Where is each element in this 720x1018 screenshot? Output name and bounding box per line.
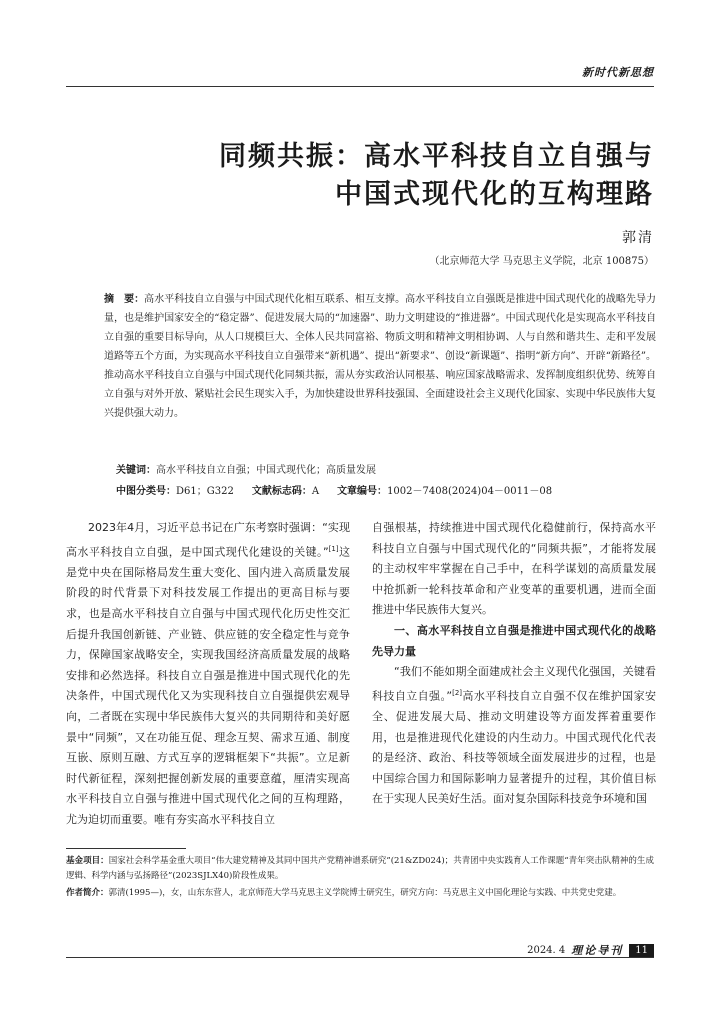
page-number: 11 <box>629 944 654 957</box>
keywords <box>116 461 376 476</box>
author-bio-text: 郭清(1995—)，女，山东东营人，北京师范大学马克思主义学院博士研究生，研究方向：马克思主义中国化理论与实践、中共党史党建。 <box>108 888 622 898</box>
journal-name: 理论导刊 <box>571 944 624 957</box>
body-text-1b: 这是党中央在国际格局发生重大变化、国内进入高质量发展阶段的时代背景下对科技发展工作提出的更高目标与要求，也是高水平科技自立自强与中国式现代化历史性交汇后提升我国创新链、产业链、供应链的安全稳定性与竞争力，保障国家战略安全，实现我国经济高质量发展的战略安排和必然选择。科技自立自强是推进中国式现代化的先决条件，中国式现代化又为实现科技自立自强提供宏观导向，二者既在实现中华民族伟大复兴的共同期待和美好愿景中“同频”，又在功能互促、理念互契、需求互通、制度互嵌、原则互融、方式互享的逻辑框架下“共振”。立足新时代新征程，深刻把握创新发展的重要意蕴，厘清实现高水平科技自立自强与推进中国式现代化之间的互构理路，尤为迫切而重要。唯有夯实高水平科技自立 <box>66 545 351 826</box>
clc-label: 中图分类号： <box>116 486 176 497</box>
classification-line <box>116 482 552 497</box>
doc-code: A <box>311 486 320 497</box>
footnote-funding <box>66 854 654 884</box>
body-text-1a: 2023年4月，习近平总书记在广东考察时强调：“实现高水平科技自立自强，是中国式现代化建设的关键。” <box>66 521 350 559</box>
body-text-column-right <box>372 518 656 810</box>
body-text-2b: 高水平科技自立自强不仅在维护国家安全、促进发展大局、推动文明建设等方面发挥着重要作用，也是推进现代化建设的内生动力。中国式现代化代表的是经济、政治、科技等领域全面发展进步的过程，也是中国综合国力和国际影响力显著提升的过程，其价值目标在于实现人民美好生活。面对复杂国际科技竞争环境和国 <box>372 689 657 806</box>
author-name: 郭清 <box>622 230 654 246</box>
body-paragraph <box>66 518 350 831</box>
doc-code-label: 文献标志码： <box>251 486 312 497</box>
body-text-2a: “我们不能如期全面建成社会主义现代化强国，关键看科技自立自强。” <box>372 665 656 703</box>
funding-text: 国家社会科学基金重大项目“伟大建党精神及其同中国共产党精神谱系研究”(21&ZD024)；共青团中央实践育人工作课题“青年突击队精神的生成逻辑、科学内涵与弘扬路径”(2023SJLX40)阶段性成果。 <box>66 856 654 881</box>
header-rule <box>66 86 654 87</box>
footer-rule <box>66 957 654 958</box>
abstract-label: 摘 要： <box>104 294 145 305</box>
abstract-text: 高水平科技自立自强与中国式现代化相互联系、相互支撑。高水平科技自立自强既是推进中国式现代化的战略先导力量，也是维护国家安全的“稳定器”、促进发展大局的“加速器”、助力文明建设的“推进器”。中国式现代化是实现高水平科技自立自强的重要目标导向，从人口规模巨大、全体人民共同富裕、物质文明和精神文明相协调、人与自然和谐共生、走和平发展道路等五个方面，为实现高水平科技自立自强带来“新机遇”、提出“新要求”、创设“新课题”、指明“新方向”、开辟“新路径”。推动高水平科技自立自强与中国式现代化同频共振，需从夯实政治认同根基、响应国家战略需求、发挥制度组织优势、统筹自立自强与对外开放、紧贴社会民生现实入手，为加快建设世界科技强国、全面建设社会主义现代化国家、实现中华民族伟大复兴提供强大动力。 <box>104 294 657 419</box>
column-heading: 新时代新思想 <box>582 66 654 79</box>
keywords-text: 高水平科技自立自强；中国式现代化；高质量发展 <box>156 465 376 476</box>
body-paragraph <box>372 518 656 621</box>
abstract <box>104 290 656 423</box>
article-title-line1: 同频共振：高水平科技自立自强与 <box>219 141 654 172</box>
article-number-label: 文章编号： <box>337 486 388 497</box>
clc-code: D61；G322 <box>176 486 234 497</box>
citation-1: [1] <box>328 544 339 553</box>
footnote-rule <box>66 848 186 849</box>
issue-date: 2024. 4 <box>527 944 566 956</box>
author-affiliation: （北京师范大学 马克思主义学院，北京 100875） <box>429 256 654 267</box>
funding-label: 基金项目： <box>66 856 109 866</box>
page-footer <box>527 942 654 958</box>
keywords-label: 关键词： <box>116 465 156 476</box>
author-bio-label: 作者简介： <box>66 888 109 898</box>
body-text <box>66 518 350 831</box>
article-number: 1002－7408(2024)04－0011－08 <box>387 486 553 497</box>
article-title-line2: 中国式现代化的互构理路 <box>335 179 654 210</box>
footnote-author <box>66 886 654 901</box>
body-text-1b: 自强根基，持续推进中国式现代化稳健前行，保持高水平科技自立自强与中国式现代化的“同频共振”，才能将发展的主动权牢牢掌握在自己手中，在科学谋划的高质量发展中抢抓新一轮科技革命和产业变革的重要机遇，进而全面推进中华民族伟大复兴。 <box>372 521 656 617</box>
body-paragraph <box>372 662 656 810</box>
citation-2: [2] <box>452 688 463 697</box>
section-heading-1: 一、高水平科技自立自强是推进中国式现代化的战略先导力量 <box>372 623 656 658</box>
